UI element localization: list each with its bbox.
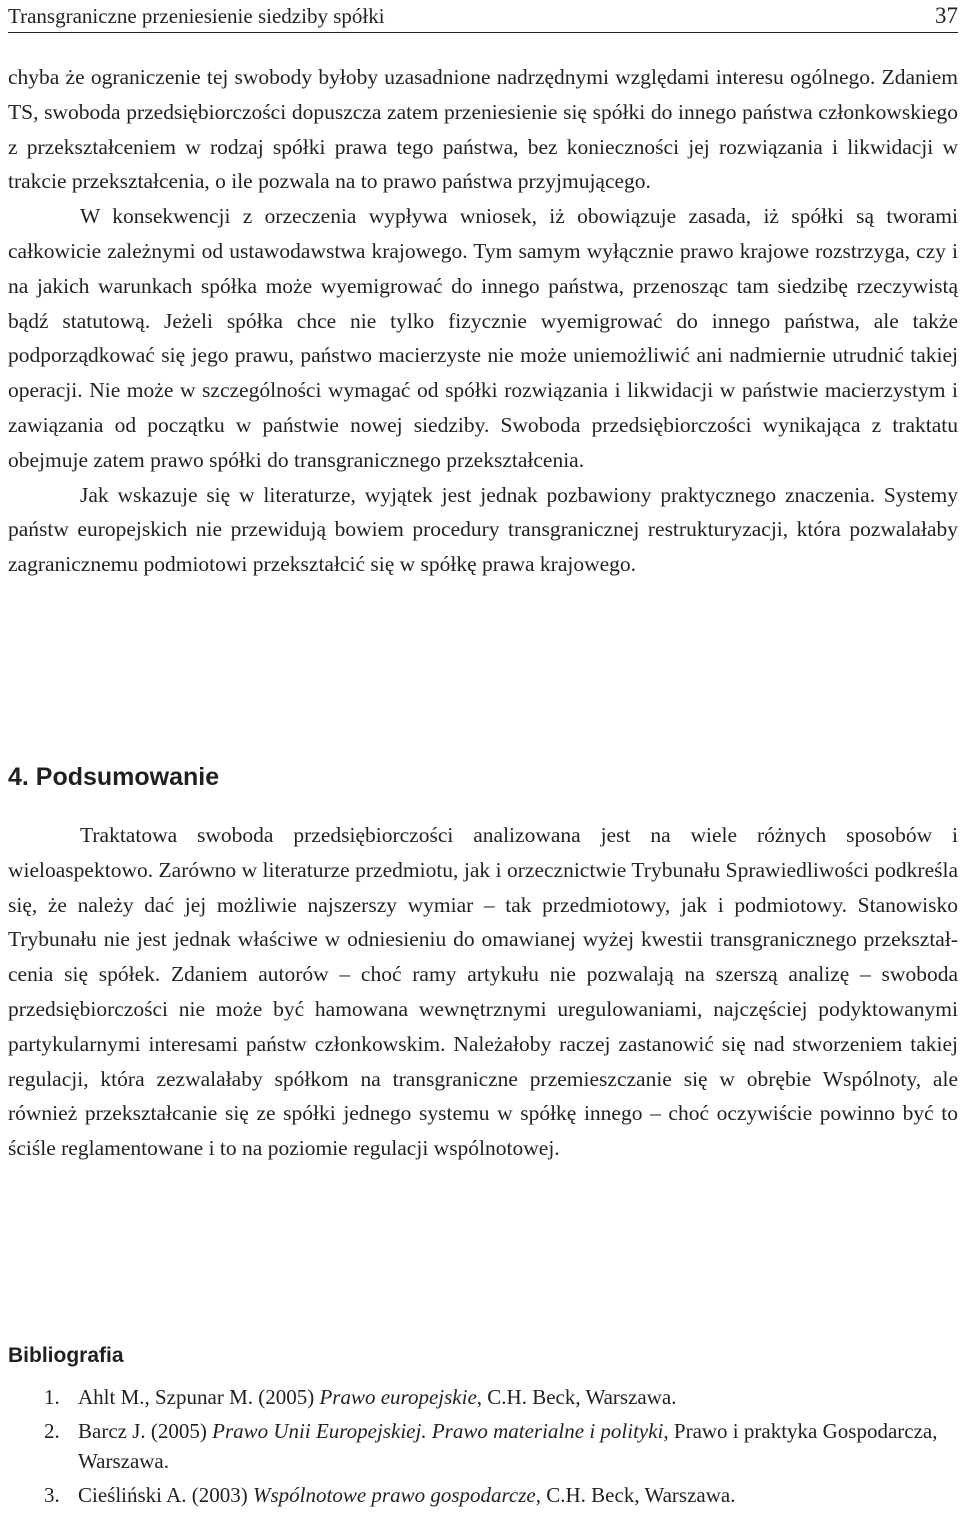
bibliography-item bbox=[8, 1416, 958, 1477]
item-publisher: , Prawo i praktyka Gospodarcza, Warszawa. bbox=[78, 1418, 938, 1473]
running-title: Transgraniczne przeniesienie siedziby spółki bbox=[8, 4, 385, 28]
section-body bbox=[8, 60, 958, 582]
item-number: 1. bbox=[44, 1385, 60, 1409]
paragraph: Jak wskazuje się w literaturze, wyjątek jest jednak pozbawiony praktycznego znaczenia. Systemy państw europejskich nie przewidują bowiem procedury transgranicznej restrukturyzacji, która pozwalałaby zagranicznemu podmiotowi przekształcić się w spółkę prawa krajowego. bbox=[8, 482, 958, 577]
paragraph: W konsekwencji z orzeczenia wypływa wniosek, iż obowiązuje zasada, iż spółki są tworami całkowicie zależnymi od ustawodawstwa krajowego. Tym samym wyłącznie prawo krajowe rozstrzyga, czy i na jakich warunkach spółka może wyemigrować do innego państwa, przenosząc tam siedzibę rzeczywistą bądź statutową. Jeżeli spółka chce nie tylko fizycznie wyemigrować do innego państwa, ale także podporządkować się jego prawu, państwo macierzyste nie może uniemożliwić ani nadmiernie utrudnić takiej operacji. Nie może w szczególności wymagać od spółki rozwiązania i likwidacji w państwie macierzystym i zawiązania od początku w państwie nowej siedziby. Swoboda przedsiębiorczości wynikająca z traktatu obejmuje zatem prawo spółki do transgranicznego przekształcenia. bbox=[8, 204, 958, 472]
document-page bbox=[8, 0, 960, 1506]
paragraph: Traktatowa swoboda przedsiębiorczości analizowana jest na wiele różnych sposobów i wieloaspektowo. Zarówno w literaturze przedmiotu, jak i orzecznictwie Trybunału Sprawiedliwości podkreśla się, że należy dać jej możliwie najszerszy wymiar – tak przedmiotowy, jak i podmiotowy. Stanowisko Trybunału nie jest jednak właściwe w odniesieniu do omawianej wyżej kwestii transgranicznego przekształcenia się spółek. Zdaniem autorów – choć ramy artykułu nie pozwalają na szerszą analizę – swoboda przedsiębiorczości nie może być hamowana wewnętrznymi uregulowaniami, najczęściej podyktowanymi partykularnymi interesami państw członkowskim. Należałoby raczej zastanowić się nad stworzeniem takiej regulacji, która zezwalałaby spółkom na transgraniczne przemieszczanie się w obrębie Wspólnoty, ale również przekształcanie się ze spółki jednego systemu w spółkę innego – choć oczywiście powinno być to ściśle reglamentowane i to na poziomie regulacji wspólnotowej. bbox=[8, 823, 958, 1161]
item-author: Cieśliński A. (2003) bbox=[78, 1482, 254, 1507]
item-author: Ahlt M., Szpunar M. (2005) bbox=[78, 1385, 320, 1409]
item-publisher: , C.H. Beck, Warszawa. bbox=[535, 1482, 736, 1507]
paragraph: chyba że ograniczenie tej swobody byłoby uzasadnione nadrzędnymi względami interesu ogólnego. Zdaniem TS, swoboda przedsiębiorczości dopuszcza zatem przeniesienie się spółki do innego państwa członkowskiego z przekształceniem w rodzaj spółki prawa tego państwa, bez konieczności jej rozwiązania i likwidacji w trakcie przekształcenia, o ile pozwala na to prawo państwa przyjmującego. bbox=[8, 65, 958, 194]
item-publisher: , C.H. Beck, Warszawa. bbox=[476, 1385, 677, 1409]
section-heading: 4. Podsumowanie bbox=[8, 763, 220, 791]
item-title: Wspólnotowe prawo gospodarcze bbox=[253, 1482, 536, 1507]
running-header bbox=[8, 2, 958, 33]
item-number: 2. bbox=[44, 1418, 60, 1443]
item-number: 3. bbox=[44, 1482, 60, 1507]
bibliography-item bbox=[8, 1480, 958, 1511]
bibliography-item bbox=[8, 1382, 958, 1413]
bibliography-heading: Bibliografia bbox=[8, 1344, 124, 1367]
page-number: 37 bbox=[935, 3, 958, 28]
bibliography-list bbox=[8, 1382, 958, 1513]
item-title: Prawo Unii Europejskiej. Prawo materialne i polityki bbox=[212, 1418, 664, 1443]
item-author: Barcz J. (2005) bbox=[78, 1418, 213, 1443]
summary-body bbox=[8, 818, 958, 1166]
item-title: Prawo europejskie bbox=[319, 1385, 477, 1409]
